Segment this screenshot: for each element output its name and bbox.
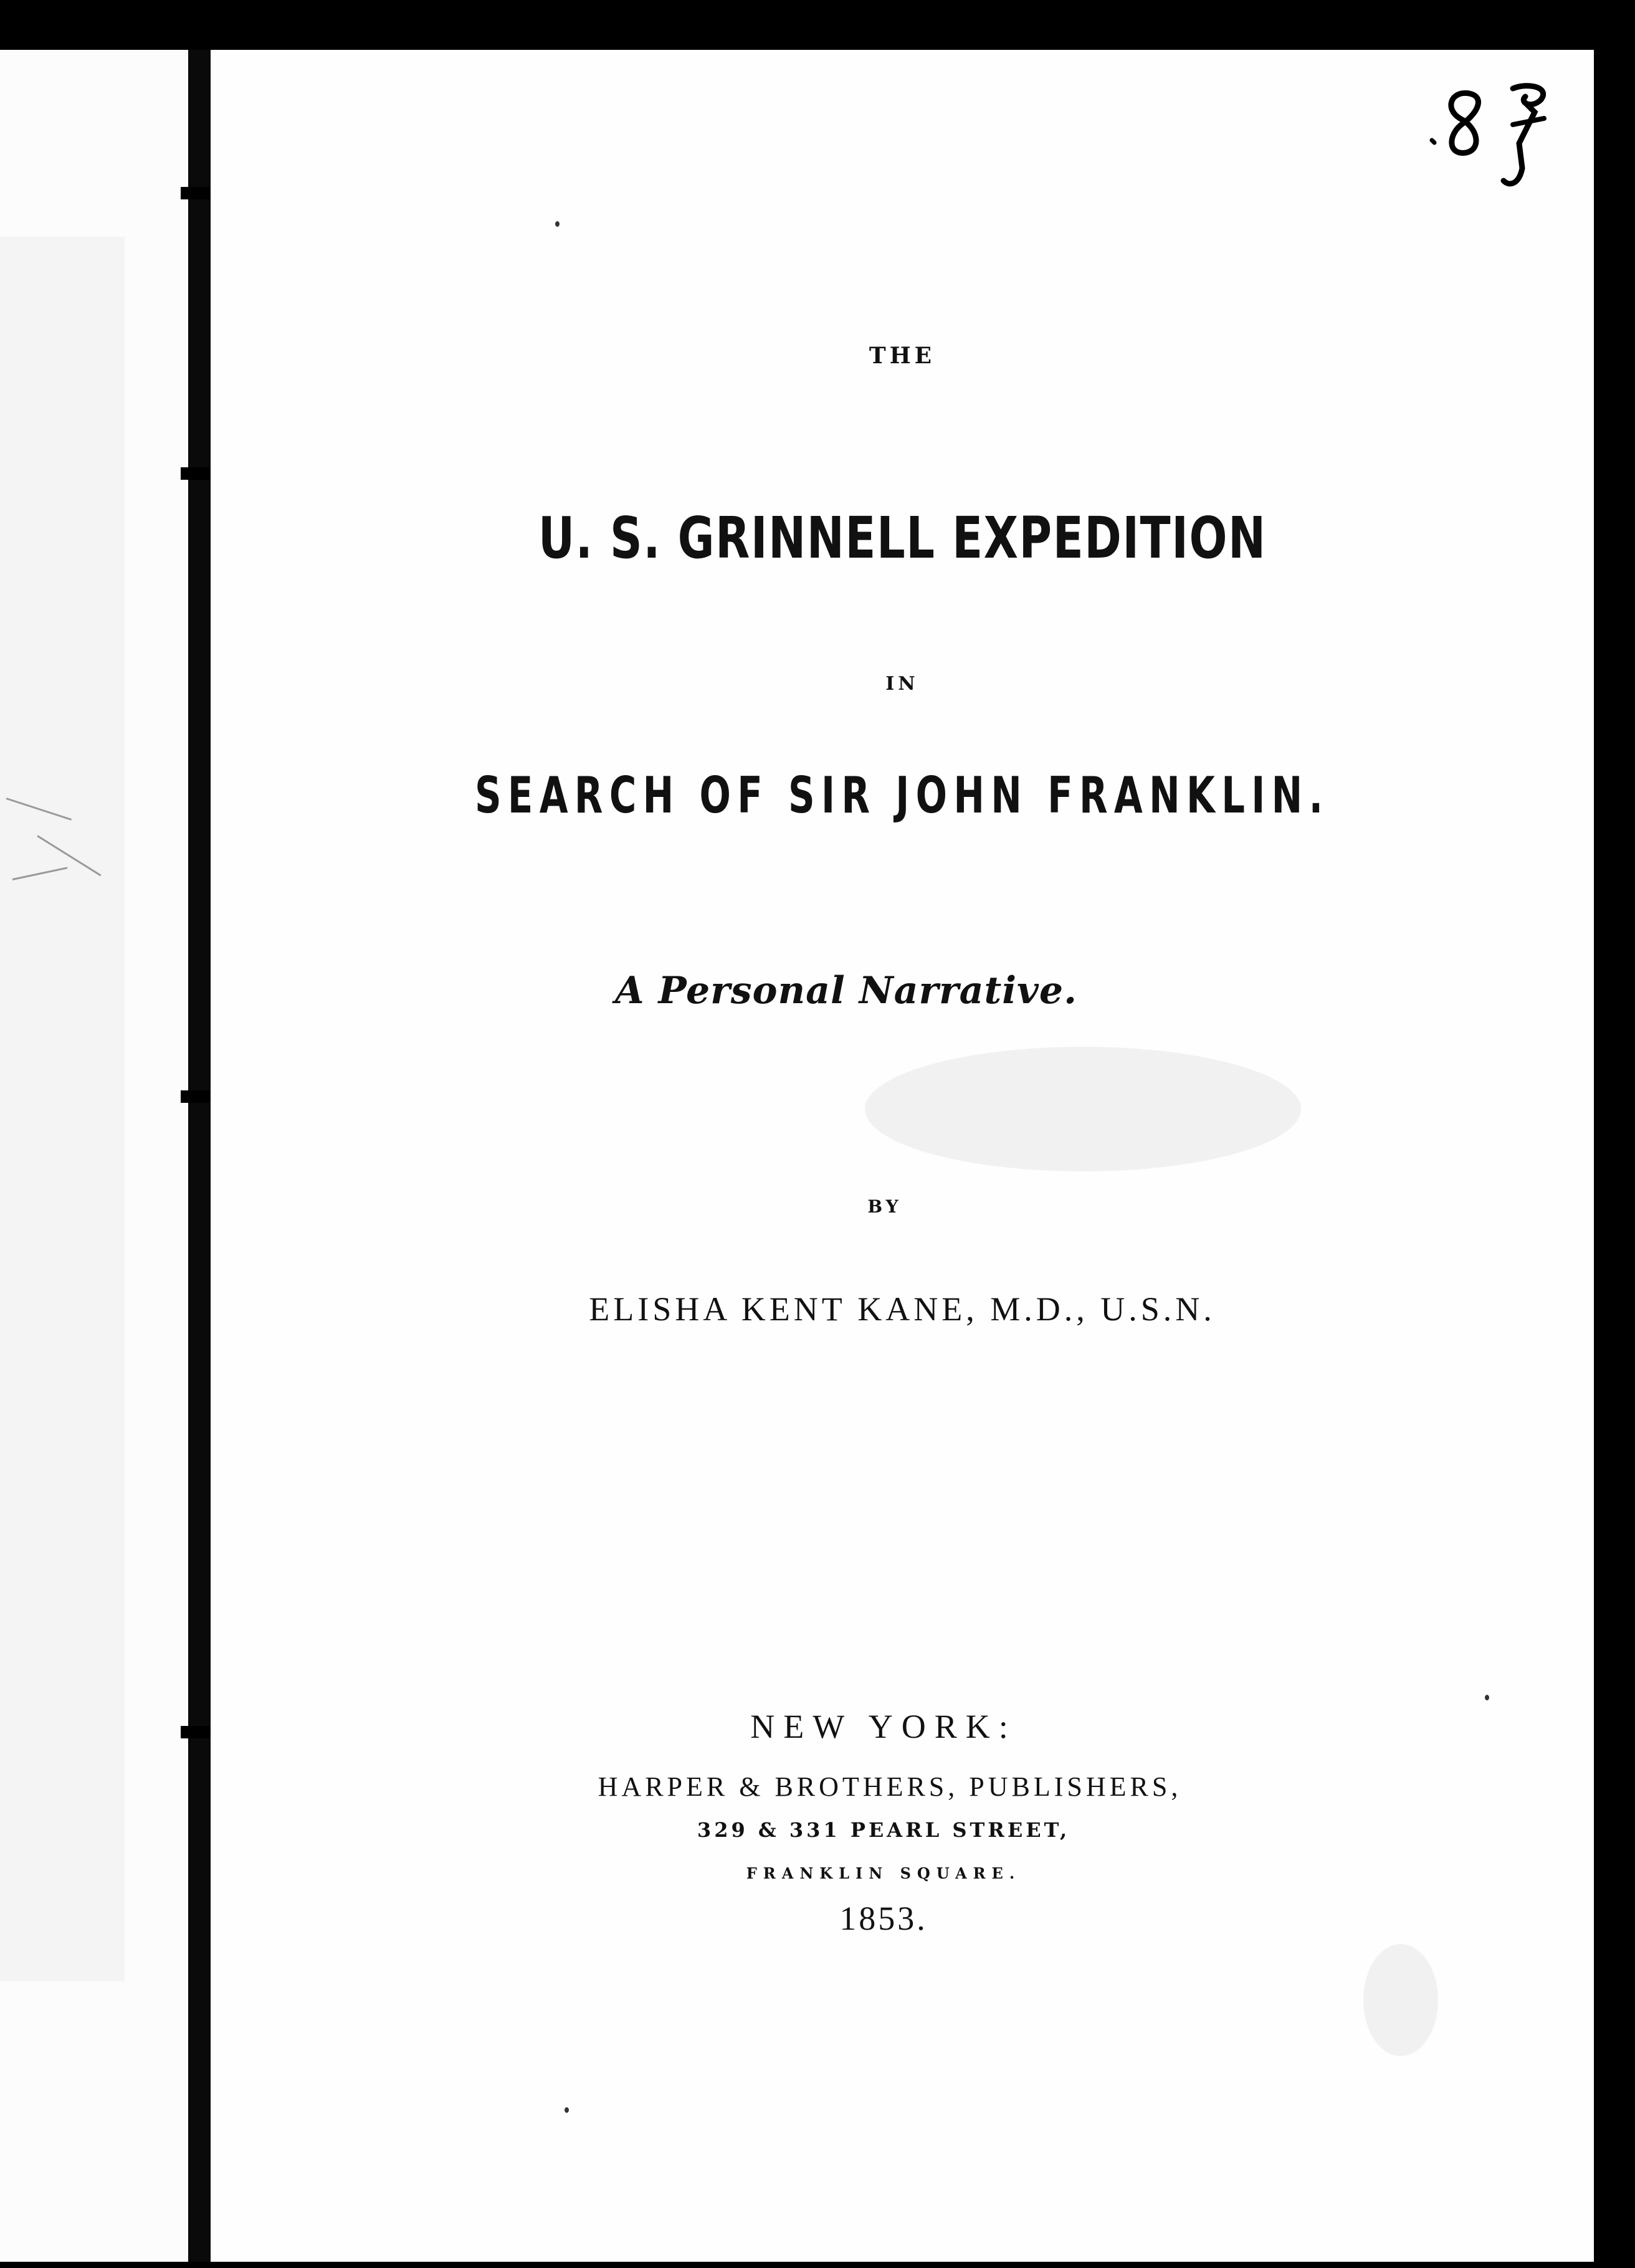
handwritten-folio-number <box>1426 75 1575 199</box>
paper-stain <box>865 1047 1301 1171</box>
sub-title-line <box>211 766 1594 824</box>
narrative-subtitle: A Personal Narrative. <box>615 969 1077 1012</box>
scan-speck <box>565 2107 569 2113</box>
paper-stain <box>1363 1944 1438 2056</box>
scan-bottom-border <box>0 2262 1635 2268</box>
facing-page-shadow <box>0 237 125 1981</box>
title-article: THE <box>869 343 936 369</box>
byline-label: BY <box>867 1196 902 1217</box>
imprint-city: NEW YORK: <box>750 1708 1017 1745</box>
title-page <box>211 50 1594 2262</box>
scan-top-border <box>0 0 1635 50</box>
scan-speck <box>1485 1695 1489 1700</box>
facing-page <box>0 50 188 2262</box>
scan-speck <box>555 221 560 227</box>
imprint-publisher: HARPER & BROTHERS, PUBLISHERS, <box>598 1771 1182 1802</box>
imprint-address: 329 & 331 PEARL STREET, <box>697 1818 1070 1842</box>
main-title: U. S. GRINNELL EXPEDITION <box>538 505 1267 571</box>
imprint-year: 1853. <box>839 1900 928 1937</box>
imprint-square: FRANKLIN SQUARE. <box>746 1864 1021 1882</box>
sub-title: SEARCH OF SIR JOHN FRANKLIN. <box>475 766 1330 824</box>
author-name: ELISHA KENT KANE, M.D., U.S.N. <box>589 1290 1216 1328</box>
main-title-line <box>211 505 1594 571</box>
title-preposition: IN <box>885 673 919 695</box>
scan-right-border <box>1594 50 1635 2268</box>
